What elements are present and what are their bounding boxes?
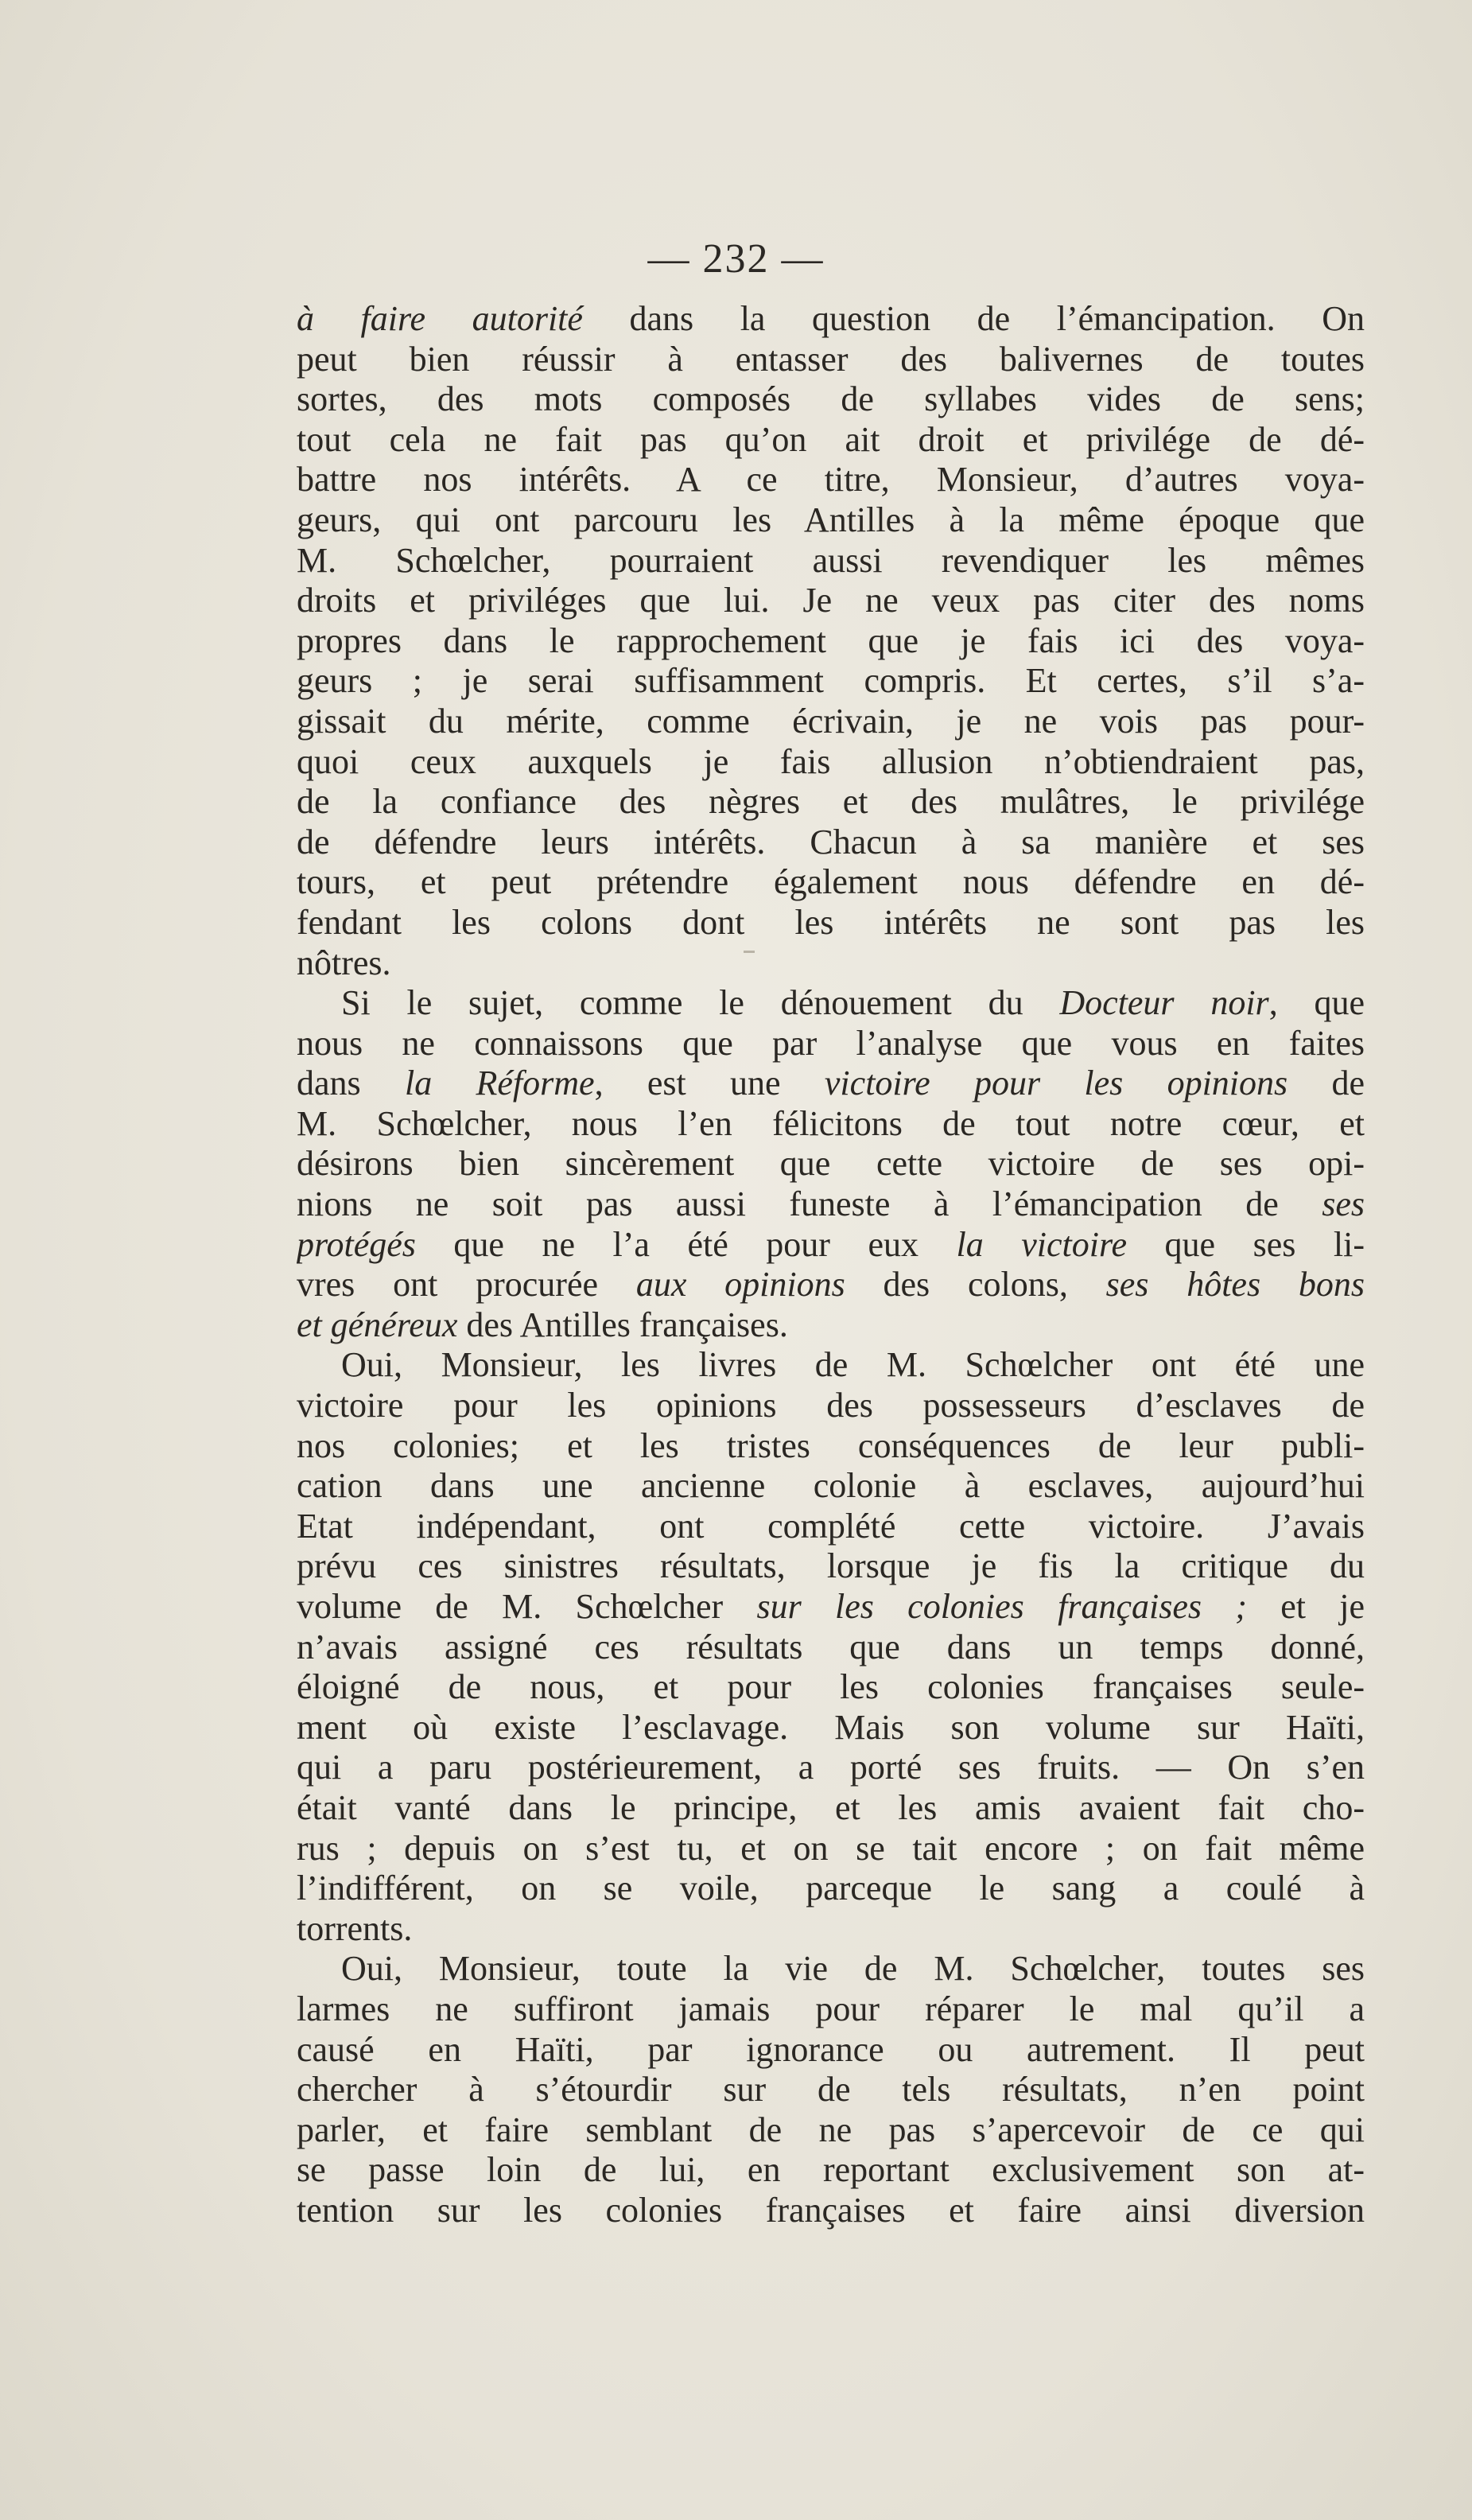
text-line bbox=[297, 862, 1365, 903]
text-line bbox=[297, 1748, 1365, 1788]
italic-text: sur les colonies françaises ; bbox=[756, 1587, 1247, 1626]
text-line bbox=[297, 742, 1365, 783]
text-line bbox=[297, 541, 1365, 581]
text-run: peut bien réussir à entasser des balivernes de toutes bbox=[297, 339, 1365, 379]
text-run: dans bbox=[297, 1064, 405, 1103]
text-line bbox=[297, 1989, 1365, 2030]
text-run: tout cela ne fait pas qu’on ait droit et privilége de dé- bbox=[297, 419, 1365, 459]
text-run: se passe loin de lui, en reportant exclusivement son at- bbox=[297, 2150, 1365, 2190]
text-run: rus ; depuis on s’est tu, et on se tait encore ; on fait même bbox=[297, 1828, 1365, 1868]
text-line bbox=[297, 1305, 1365, 1346]
text-line bbox=[297, 1587, 1365, 1628]
text-run: tention sur les colonies françaises et faire ainsi diversion bbox=[297, 2190, 1365, 2230]
text-line bbox=[297, 1667, 1365, 1708]
italic-text: à faire autorité bbox=[297, 299, 583, 338]
text-run: victoire pour les opinions des possesseurs d’esclaves de bbox=[297, 1386, 1365, 1425]
text-line bbox=[297, 1909, 1365, 1950]
italic-text: la victoire bbox=[956, 1224, 1128, 1264]
text-run: Oui, Monsieur, toute la vie de M. Schœlcher, toutes ses bbox=[341, 1949, 1365, 1989]
text-line bbox=[297, 1949, 1365, 1989]
text-line bbox=[297, 500, 1365, 541]
text-line bbox=[297, 1345, 1365, 1386]
text-line bbox=[297, 1144, 1365, 1184]
text-run: ment où existe l’esclavage. Mais son volume sur Haïti, bbox=[297, 1707, 1365, 1747]
text-run: M. Schœlcher, pourraient aussi revendiquer les mêmes bbox=[297, 540, 1365, 580]
text-run: nions ne soit pas aussi funeste à l’émancipation de bbox=[297, 1184, 1322, 1224]
text-run: gissait du mérite, comme écrivain, je ne vois pas pour- bbox=[297, 701, 1365, 741]
text-line bbox=[297, 1708, 1365, 1748]
text-run: des Antilles françaises. bbox=[457, 1305, 788, 1344]
body-text bbox=[297, 299, 1365, 2231]
text-run: chercher à s’étourdir sur de tels résultats, n’en point bbox=[297, 2070, 1365, 2110]
text-run: Si le sujet, comme le dénouement du bbox=[341, 983, 1060, 1023]
text-line bbox=[297, 1788, 1365, 1829]
text-line bbox=[297, 2110, 1365, 2151]
text-run: éloigné de nous, et pour les colonies françaises seule- bbox=[297, 1667, 1365, 1707]
text-run: désirons bien sincèrement que cette victoire de ses opi- bbox=[297, 1144, 1365, 1184]
text-line bbox=[297, 420, 1365, 461]
page-number: — 232 — bbox=[647, 236, 825, 282]
italic-text: victoire pour les opinions bbox=[824, 1064, 1288, 1103]
text-line bbox=[297, 1225, 1365, 1266]
text-line bbox=[297, 1507, 1365, 1547]
text-run: de bbox=[1288, 1064, 1365, 1103]
text-line bbox=[297, 1386, 1365, 1426]
text-run: qui a paru postérieurement, a porté ses fruits. — On s’en bbox=[297, 1748, 1365, 1787]
text-line bbox=[297, 2191, 1365, 2231]
text-line bbox=[297, 1546, 1365, 1587]
text-run: sortes, des mots composés de syllabes vides de sens; bbox=[297, 379, 1365, 419]
text-line bbox=[297, 1628, 1365, 1668]
text-run: Oui, Monsieur, les livres de M. Schœlcher ont été une bbox=[341, 1345, 1365, 1385]
text-run: torrents. bbox=[297, 1908, 413, 1948]
text-run: , que bbox=[1268, 983, 1365, 1023]
text-run: des colons, bbox=[845, 1265, 1106, 1305]
text-line bbox=[297, 661, 1365, 702]
text-line bbox=[297, 1265, 1365, 1305]
text-line bbox=[297, 460, 1365, 500]
text-line bbox=[297, 581, 1365, 621]
italic-text: protégés bbox=[297, 1224, 416, 1264]
text-run: fendant les colons dont les intérêts ne sont pas les bbox=[297, 902, 1365, 942]
text-run: de défendre leurs intérêts. Chacun à sa manière et ses bbox=[297, 822, 1365, 861]
text-line bbox=[297, 1184, 1365, 1225]
text-run: tours, et peut prétendre également nous défendre en dé- bbox=[297, 862, 1365, 902]
text-run: parler, et faire semblant de ne pas s’apercevoir de ce qui bbox=[297, 2110, 1365, 2149]
text-line bbox=[297, 2150, 1365, 2191]
text-run: geurs, qui ont parcouru les Antilles à la même époque que bbox=[297, 500, 1365, 539]
text-line bbox=[297, 1104, 1365, 1145]
text-line bbox=[297, 1426, 1365, 1467]
text-run: droits et priviléges que lui. Je ne veux pas citer des noms bbox=[297, 581, 1365, 620]
text-run: dans la question de l’émancipation. On bbox=[582, 299, 1365, 338]
text-line bbox=[297, 379, 1365, 420]
text-run: cation dans une ancienne colonie à esclaves, aujourd’hui bbox=[297, 1466, 1365, 1506]
text-run: , est une bbox=[594, 1064, 825, 1103]
text-run: de la confiance des nègres et des mulâtres, le privilége bbox=[297, 782, 1365, 822]
text-line bbox=[297, 782, 1365, 822]
text-line bbox=[297, 1829, 1365, 1869]
text-run: vres ont procurée bbox=[297, 1265, 636, 1305]
text-run: que ses li- bbox=[1127, 1224, 1365, 1264]
text-line bbox=[297, 340, 1365, 380]
text-line bbox=[297, 2030, 1365, 2071]
italic-text: ses hôtes bons bbox=[1105, 1265, 1365, 1305]
italic-text: aux opinions bbox=[635, 1265, 845, 1305]
text-run: M. Schœlcher, nous l’en félicitons de tout notre cœur, et bbox=[297, 1103, 1365, 1143]
print-speck bbox=[744, 951, 755, 953]
text-run: nous ne connaissons que par l’analyse que vous en faites bbox=[297, 1023, 1365, 1063]
italic-text: et généreux bbox=[297, 1305, 458, 1344]
text-run: que ne l’a été pour eux bbox=[415, 1224, 957, 1264]
text-run: battre nos intérêts. A ce titre, Monsieur, d’autres voya- bbox=[297, 460, 1365, 500]
text-line bbox=[297, 1064, 1365, 1104]
text-line bbox=[297, 1024, 1365, 1064]
text-line bbox=[297, 702, 1365, 742]
italic-text: la Réforme bbox=[404, 1064, 595, 1103]
text-run: nos colonies; et les tristes conséquences de leur publi- bbox=[297, 1425, 1365, 1465]
text-run: propres dans le rapprochement que je fais ici des voya- bbox=[297, 620, 1365, 660]
text-line bbox=[297, 822, 1365, 863]
text-line bbox=[297, 299, 1365, 340]
text-run: larmes ne suffiront jamais pour réparer le mal qu’il a bbox=[297, 1989, 1365, 2028]
text-run: Etat indépendant, ont complété cette victoire. J’avais bbox=[297, 1506, 1365, 1546]
text-line bbox=[297, 1869, 1365, 1909]
text-run: et je bbox=[1246, 1587, 1365, 1626]
text-line bbox=[297, 903, 1365, 943]
text-run: causé en Haïti, par ignorance ou autrement. Il peut bbox=[297, 2029, 1365, 2069]
italic-text: Docteur noir bbox=[1059, 983, 1269, 1023]
text-line bbox=[297, 621, 1365, 662]
text-line bbox=[297, 943, 1365, 984]
italic-text: ses bbox=[1322, 1184, 1365, 1224]
text-line bbox=[297, 2070, 1365, 2110]
text-line bbox=[297, 983, 1365, 1024]
text-run: n’avais assigné ces résultats que dans un temps donné, bbox=[297, 1627, 1365, 1666]
text-run: l’indifférent, on se voile, parceque le sang a coulé à bbox=[297, 1869, 1365, 1908]
text-run: prévu ces sinistres résultats, lorsque je fis la critique du bbox=[297, 1546, 1365, 1586]
text-run: nôtres. bbox=[297, 943, 391, 982]
text-run: volume de M. Schœlcher bbox=[297, 1587, 757, 1626]
text-run: quoi ceux auxquels je fais allusion n’obtiendraient pas, bbox=[297, 741, 1365, 781]
text-line bbox=[297, 1466, 1365, 1507]
text-run: geurs ; je serai suffisamment compris. Et certes, s’il s’a- bbox=[297, 661, 1365, 701]
text-run: était vanté dans le principe, et les amis avaient fait cho- bbox=[297, 1787, 1365, 1827]
